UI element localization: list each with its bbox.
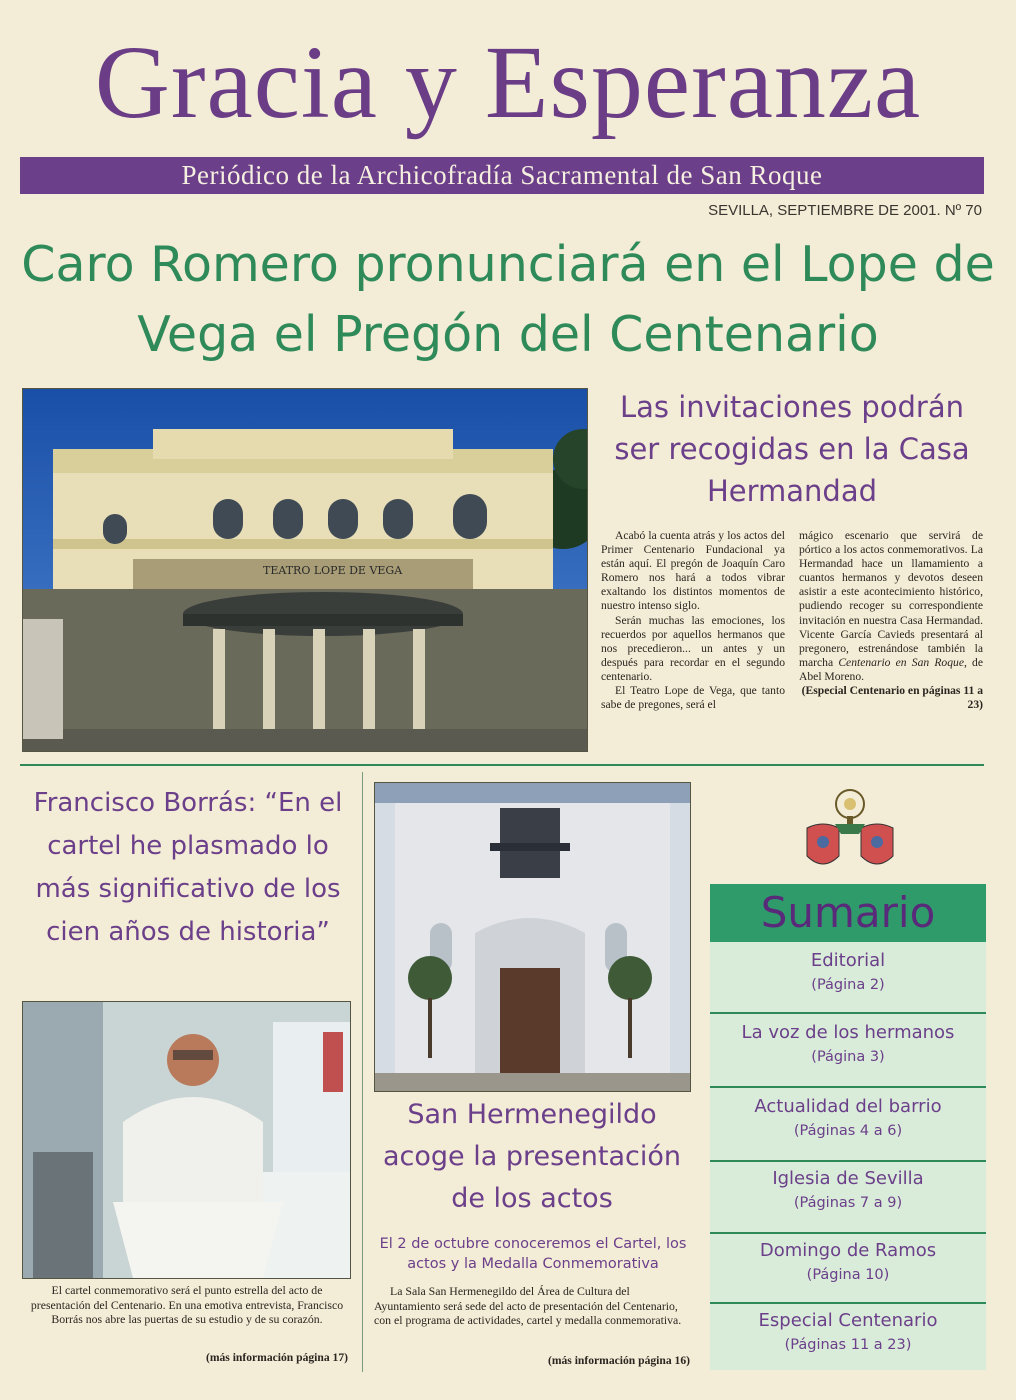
section-divider (20, 764, 984, 766)
sumario-box (710, 884, 986, 1370)
main-headline: Caro Romero pronunciará en el Lope de Vega el Pregón del Centenario (21, 236, 995, 363)
sumario-item-page: (Páginas 11 a 23) (784, 1337, 912, 1353)
column-divider (362, 772, 363, 1372)
main-body-paragraph: Serán muchas las emociones, los recuerdos por aquellos hermanos que nos precedieron... un antes y un después para recordar en el segundo centenario. (601, 613, 785, 683)
main-body-text-end: , de Abel Moreno. (799, 655, 983, 683)
church-facade-illustration (375, 783, 690, 1091)
sumario-item-page: (Página 3) (811, 1049, 885, 1065)
sumario-item-title: La voz de los hermanos (741, 1022, 955, 1043)
sumario-item-title: Iglesia de Sevilla (772, 1168, 924, 1189)
main-body-paragraph: Acabó la cuenta atrás y los actos del Primer Centenario Fundacional ya están aquí. El pregón de Joaquín Caro Romero nos hará a todos vibrar exaltando los distintos momentos de nuestro intenso siglo. (601, 529, 785, 613)
sumario-item-title: Editorial (810, 950, 886, 971)
theatre-sign: TEATRO LOPE DE VEGA (263, 564, 403, 577)
sumario-item-page: (Páginas 7 a 9) (793, 1195, 903, 1211)
main-body-paragraph: El Teatro Lope de Vega, que tanto sabe de pregones, será el (601, 684, 785, 712)
teatro-lope-de-vega-photo (22, 388, 588, 752)
march-title: Centenario en San Roque (838, 655, 964, 669)
masthead-subtitle: Periódico de la Archicofradía Sacramental de San Roque (20, 157, 984, 194)
artist-portrait-illustration (23, 1002, 350, 1278)
hermenegildo-headline: San Hermenegildo acoge la presentación de los actos (382, 1099, 682, 1214)
main-body-col1 (601, 529, 785, 712)
sumario-item-iglesia[interactable] (710, 1160, 986, 1232)
sumario-item-voz-hermanos[interactable] (710, 1012, 986, 1086)
francisco-borras-photo (22, 1001, 351, 1279)
dateline: SEVILLA, SEPTIEMBRE DE 2001. Nº 70 (708, 202, 982, 219)
sumario-item-domingo-ramos[interactable] (710, 1232, 986, 1302)
hermenegildo-subhead: El 2 de octubre conoceremos el Cartel, los actos y la Medalla Conmemorativa (379, 1236, 687, 1272)
borras-headline: Francisco Borrás: “En el cartel he plasmado lo más significativo de los cien años de historia” (33, 788, 343, 947)
main-body-col2 (799, 529, 983, 712)
sumario-item-actualidad[interactable] (710, 1086, 986, 1160)
borras-caption: El cartel conmemorativo será el punto estrella del acto de presentación del Centenario. En una emotiva entrevista, Francisco Borrás nos abre las puertas de su estudio y de su corazón. (30, 1283, 344, 1326)
sumario-item-page: (Página 10) (806, 1267, 890, 1283)
sumario-item-title: Especial Centenario (758, 1310, 938, 1331)
main-subhead: Las invitaciones podrán ser recogidas en la Casa Hermandad (614, 390, 970, 508)
borras-page-reference: (más información página 17) (205, 1351, 348, 1364)
sumario-item-editorial[interactable] (710, 942, 986, 1012)
hermenegildo-page-reference: (más información página 16) (547, 1354, 690, 1367)
sumario-title: Sumario (710, 884, 986, 942)
sumario-item-especial[interactable] (710, 1302, 986, 1370)
sumario-item-title: Actualidad del barrio (754, 1096, 942, 1117)
hermenegildo-body: La Sala San Hermenegildo del Área de Cultura del Ayuntamiento será sede del acto de presentación del Centenario, con el programa de actividades, cartel y medalla conmemorativa. (374, 1284, 682, 1327)
main-page-reference: (Especial Centenario en páginas 11 a 23) (801, 684, 983, 712)
san-hermenegildo-photo (374, 782, 691, 1092)
masthead-title: Gracia y Esperanza (94, 25, 922, 140)
theatre-illustration (23, 389, 587, 751)
sumario-item-page: (Página 2) (811, 977, 885, 993)
coat-of-arms-icon (795, 786, 905, 876)
main-body-text: mágico escenario que servirá de pórtico a los actos conmemorativos. La Hermandad hace un llamamiento a cuantos hermanos y devotos deseen asistir a este acontecimiento histórico, pudiendo recoger su correspondiente invitación en nuestra Casa Hermandad. Vicente García Cavieds presentará al pregonero, estrenándose también la marcha (799, 529, 983, 669)
sumario-item-page: (Páginas 4 a 6) (793, 1123, 903, 1139)
sumario-item-title: Domingo de Ramos (759, 1240, 937, 1261)
